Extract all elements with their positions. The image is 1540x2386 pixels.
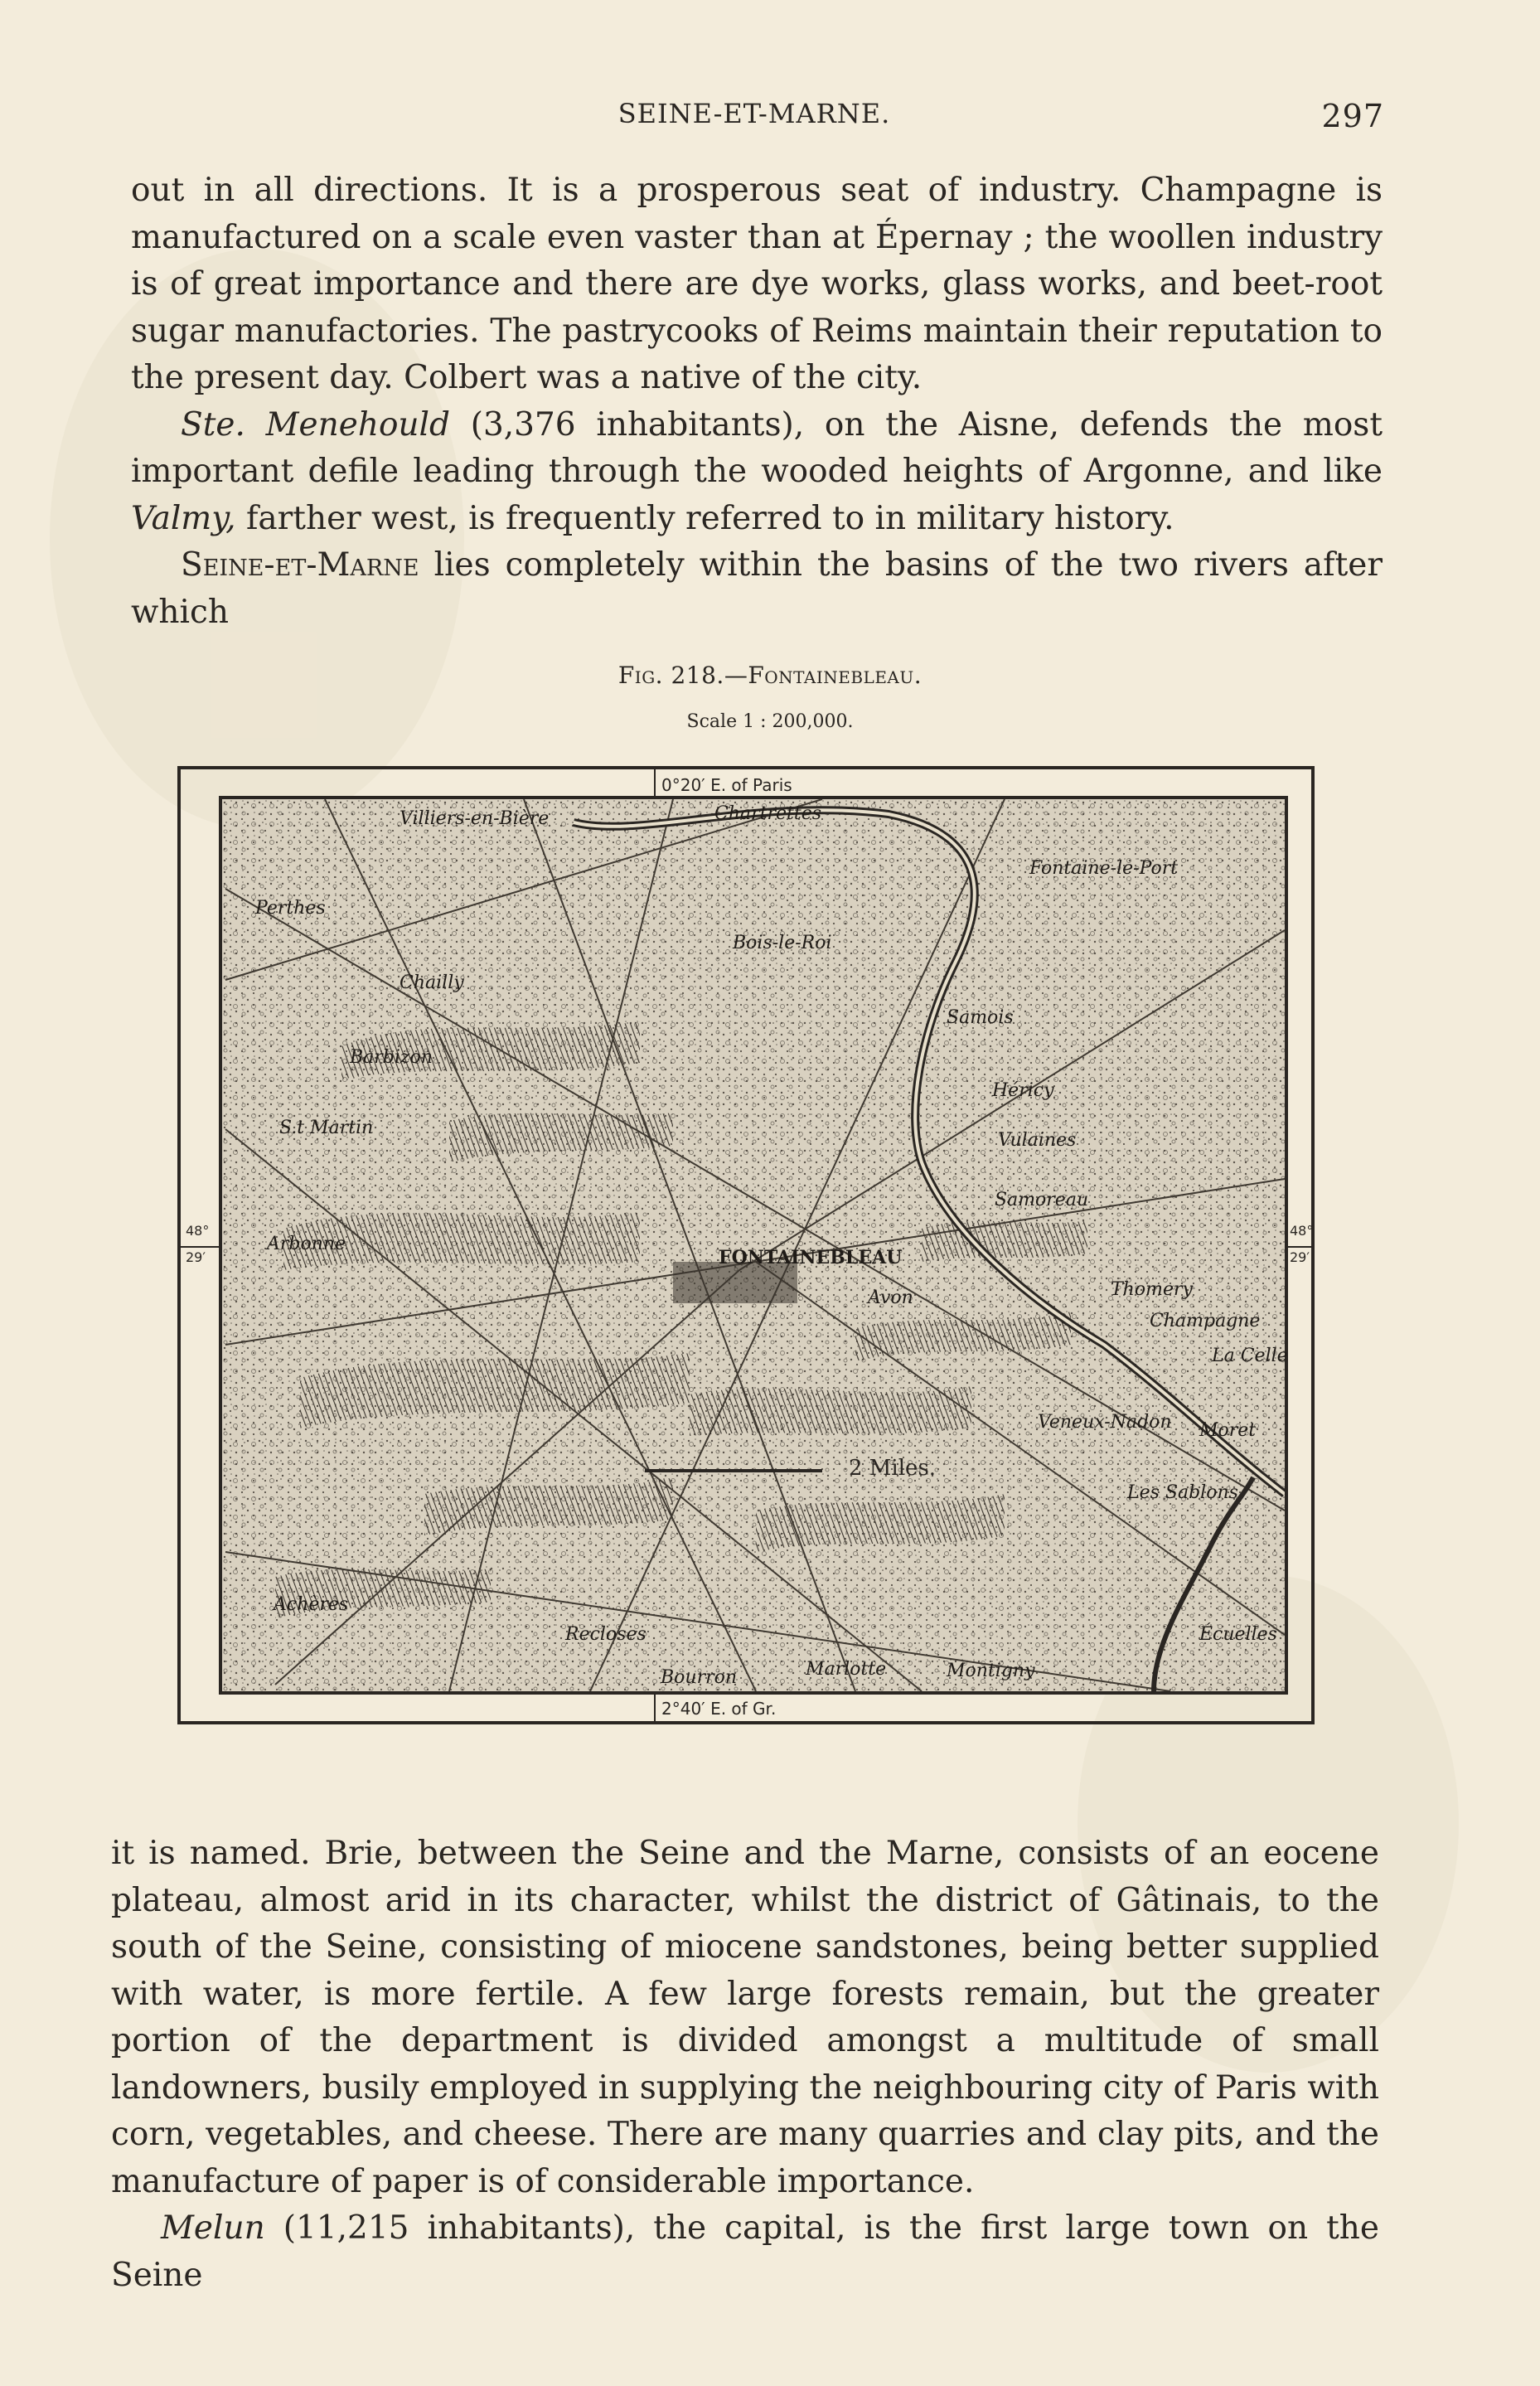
place-label: Recloses	[565, 1624, 647, 1645]
place-label: Villiers-en-Bière	[400, 808, 550, 829]
place-label: Perthes	[255, 898, 326, 919]
lat-right-deg: 48°	[1290, 1223, 1314, 1239]
paragraph-melun	[111, 2205, 1379, 2299]
paragraph-text: farther west, is frequently referred to in military history.	[235, 499, 1174, 537]
place-label: Champagne	[1150, 1311, 1261, 1331]
place-label: Achères	[274, 1594, 349, 1615]
place-label: Avon	[868, 1288, 913, 1308]
paragraph-text: lies completely within the basins of the two rivers after which	[131, 546, 1383, 631]
page-number: 297	[1321, 98, 1384, 134]
lower-text-block	[111, 1831, 1379, 2299]
place-label: Thomery	[1111, 1279, 1193, 1300]
paragraph-text: (3,376 inhabitants), on the Aisne, defends the most important defile leading through the wooded heights of Argonne, and like	[131, 405, 1383, 490]
place-label: Samois	[947, 1007, 1014, 1028]
place-name: Melun	[161, 2209, 265, 2247]
figure-scale: Scale 1 : 200,000.	[686, 711, 854, 732]
paragraph-text: (11,215 inhabitants), the capital, is the first large town on the Seine	[111, 2209, 1379, 2294]
place-name: Valmy,	[131, 499, 236, 537]
figure-caption: Fig. 218.—Fontainebleau.	[617, 662, 923, 689]
place-label: Veneux-Nadon	[1038, 1412, 1172, 1433]
place-label: S.t Martin	[279, 1118, 374, 1138]
paragraph-seine-et-marne	[131, 542, 1383, 636]
place-label: La Celle	[1212, 1346, 1288, 1366]
place-label: Écuelles	[1199, 1624, 1277, 1645]
place-label: Bourron	[661, 1667, 738, 1688]
place-label: Chartrettes	[714, 803, 822, 824]
paragraph-menehould	[131, 402, 1383, 543]
place-label: Bois-le-Roi	[733, 933, 832, 953]
place-label: Samoreau	[995, 1190, 1089, 1210]
department-name: Seine-et-Marne	[181, 546, 419, 584]
place-label: Moret	[1199, 1420, 1257, 1441]
place-label: FONTAINEBLEAU	[719, 1247, 903, 1268]
bottom-meridian-label: 2°40′ E. of Gr.	[661, 1699, 777, 1719]
page-title: SEINE-ET-MARNE.	[617, 98, 891, 129]
place-label: Vulaines	[998, 1130, 1077, 1151]
place-label: Chailly	[400, 972, 464, 993]
place-label: Héricy	[992, 1080, 1054, 1101]
place-label: Barbizon	[350, 1047, 433, 1068]
place-label: Les Sablons	[1127, 1482, 1238, 1503]
lat-left-deg: 48°	[186, 1223, 210, 1239]
scale-bar-label: 2 Miles.	[849, 1456, 937, 1481]
paragraph-reims: out in all directions. It is a prosperous seat of industry. Champagne is manufactured on a scale even vaster than at Épernay ; the woollen industry is of great importance and there are dye works, glass works, and beet-root sugar manufactories. The pastrycooks of Reims maintain their reputation to the present day. Colbert was a native of the city.	[131, 172, 1383, 396]
paragraph-brie: it is named. Brie, between the Seine and the Marne, consists of an eocene plateau, almost arid in its character, whilst the district of Gâtinais, to the south of the Seine, consisting of miocene sandstones, being better supplied with water, is more fertile. A few large forests remain, but the greater portion of the department is divided amongst a multitude of small landowners, busily employed in supplying the neighbouring city of Paris with corn, vegetables, and cheese. There are many quarries and clay pits, and the manufacture of paper is of considerable importance.	[111, 1835, 1379, 2200]
upper-text-block	[131, 167, 1383, 636]
place-name: Ste. Menehould	[181, 405, 450, 444]
map-scale-bar	[0, 1452, 1540, 1486]
place-label: Fontaine-le-Port	[1029, 858, 1179, 879]
place-label: Marlotte	[806, 1659, 887, 1680]
top-meridian-label: 0°20′ E. of Paris	[661, 775, 792, 795]
place-label: Arbonne	[267, 1234, 346, 1254]
lat-left-min: 29′	[186, 1249, 206, 1265]
place-label: Montigny	[947, 1661, 1035, 1681]
lat-right-min: 29′	[1290, 1249, 1310, 1265]
scale-bar-line	[645, 1469, 822, 1472]
fontainebleau-map	[176, 764, 1316, 1726]
